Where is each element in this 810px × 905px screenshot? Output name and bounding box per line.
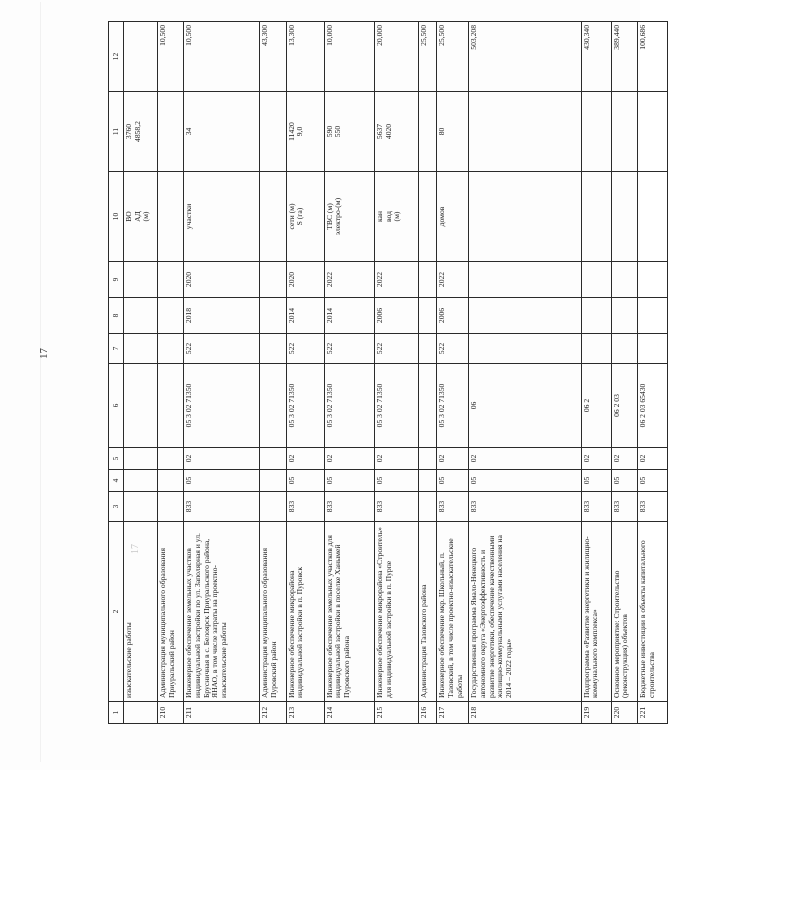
table-cell: 34 xyxy=(184,92,260,172)
table-cell: 2020 xyxy=(184,262,260,298)
table-row xyxy=(286,22,324,724)
table-row xyxy=(419,22,437,724)
table-cell xyxy=(158,262,184,298)
table-cell: 02 xyxy=(324,448,374,470)
row-name-cell: Подпрограмма «Развитие энергетики и жилищно-коммунального комплекса» xyxy=(581,522,611,702)
table-cell: 833 xyxy=(469,492,581,522)
col-header: 1 xyxy=(109,702,124,724)
table-cell: 05 xyxy=(437,470,469,492)
table-cell xyxy=(260,298,286,334)
table-row xyxy=(611,22,637,724)
row-name-cell: Инженерное обеспечение земельных участков для индивидуальной застройки в поселке Ханымей Пуровского района xyxy=(324,522,374,702)
table-row xyxy=(124,22,158,724)
page-bottom-margin xyxy=(0,770,640,905)
col-header: 7 xyxy=(109,334,124,364)
table-cell xyxy=(611,92,637,172)
table-cell xyxy=(260,364,286,448)
row-name-cell: Государственная программа Ямало-Ненецкого автономного округа «Энергоэффективность и развитие энергетики, обеспечение качественными жилищно-коммунальными услугами населения на 2014 – 2022 годы» xyxy=(469,522,581,702)
table-cell xyxy=(260,92,286,172)
row-name-cell: Инженерное обеспечение земельных участков индивидуальной застройки по ул. Заполярная и ул. Брусничная в с. Белоярск Приуральского района, ЯНАО, в том числе затраты на проектно-изыскательские работы xyxy=(184,522,260,702)
col-header: 9 xyxy=(109,262,124,298)
row-number-cell: 220 xyxy=(611,702,637,724)
table-cell xyxy=(581,262,611,298)
table-cell: 389,440 xyxy=(611,22,637,92)
table-cell: 02 xyxy=(611,448,637,470)
table-cell: 02 xyxy=(637,448,667,470)
table-container xyxy=(108,22,668,724)
table-cell: 05 xyxy=(637,470,667,492)
table-cell: 10,500 xyxy=(184,22,260,92)
table-cell: 02 xyxy=(437,448,469,470)
table-cell: 05 xyxy=(374,470,418,492)
table-cell: 06 2 xyxy=(581,364,611,448)
table-cell: 833 xyxy=(374,492,418,522)
table-row xyxy=(184,22,260,724)
row-name-cell: Инженерное обеспечение мкр. Школьный, п. Тазовский, в том числе проектно-изыскательские работы xyxy=(437,522,469,702)
table-cell: 02 xyxy=(184,448,260,470)
table-cell: 522 xyxy=(324,334,374,364)
budget-table xyxy=(108,21,668,724)
table-cell xyxy=(124,262,158,298)
table-cell xyxy=(469,92,581,172)
table-row xyxy=(260,22,286,724)
bleed-through-number: 17 xyxy=(130,544,141,554)
row-name-cell: Инженерное обеспечение микрорайона «Строитель» для индивидуальной застройки в п. Пурпе xyxy=(374,522,418,702)
table-cell xyxy=(581,172,611,262)
table-cell: 522 xyxy=(374,334,418,364)
rotated-sheet xyxy=(108,25,810,724)
table-cell: 80 xyxy=(437,92,469,172)
table-cell: 20,000 xyxy=(374,22,418,92)
table-cell xyxy=(158,448,184,470)
table-cell: 02 xyxy=(286,448,324,470)
table-cell: 5637 4020 xyxy=(374,92,418,172)
table-cell xyxy=(419,334,437,364)
table-cell: 522 xyxy=(437,334,469,364)
table-cell: 06 2 03 xyxy=(611,364,637,448)
table-cell xyxy=(124,334,158,364)
table-cell xyxy=(469,262,581,298)
table-cell: 05 xyxy=(286,470,324,492)
row-name-cell: Администрация муниципального образования Приуральский район xyxy=(158,522,184,702)
table-cell xyxy=(260,492,286,522)
table-cell xyxy=(260,262,286,298)
table-cell: 05 xyxy=(469,470,581,492)
table-cell xyxy=(124,492,158,522)
table-cell: 02 xyxy=(581,448,611,470)
table-row xyxy=(581,22,611,724)
table-cell: 10,500 xyxy=(158,22,184,92)
table-cell xyxy=(469,298,581,334)
page-number-wrap xyxy=(38,345,52,365)
table-cell xyxy=(158,492,184,522)
row-number-cell: 211 xyxy=(184,702,260,724)
table-cell: кан вод (м) xyxy=(374,172,418,262)
row-name-cell: Основное мероприятие: Строительство (реконструкция) объектов xyxy=(611,522,637,702)
row-name-cell: Администрация Тазовского района xyxy=(419,522,437,702)
table-cell xyxy=(124,298,158,334)
table-cell: 05 3 02 71350 xyxy=(437,364,469,448)
table-cell: 503,208 xyxy=(469,22,581,92)
table-cell xyxy=(611,262,637,298)
table-cell: 3760 4858,2 xyxy=(124,92,158,172)
table-cell xyxy=(637,298,667,334)
row-number-cell: 217 xyxy=(437,702,469,724)
table-cell: 833 xyxy=(637,492,667,522)
col-header: 6 xyxy=(109,364,124,448)
table-cell: 2022 xyxy=(437,262,469,298)
table-cell xyxy=(419,262,437,298)
col-header: 5 xyxy=(109,448,124,470)
table-cell: 100,686 xyxy=(637,22,667,92)
table-cell xyxy=(637,334,667,364)
table-cell xyxy=(611,334,637,364)
row-number-cell: 216 xyxy=(419,702,437,724)
table-cell: 05 3 02 71350 xyxy=(374,364,418,448)
table-cell: 2022 xyxy=(374,262,418,298)
table-cell: 833 xyxy=(581,492,611,522)
column-number-header-row xyxy=(109,22,124,724)
table-cell xyxy=(260,172,286,262)
row-name-cell: Инженерное обеспечение микрорайона индивидуальной застройки в п. Пуровск xyxy=(286,522,324,702)
row-name-cell: изыскательские работы xyxy=(124,522,158,702)
table-cell xyxy=(158,470,184,492)
table-cell xyxy=(158,364,184,448)
table-cell: 05 xyxy=(611,470,637,492)
table-cell: 25,500 xyxy=(437,22,469,92)
table-row xyxy=(158,22,184,724)
table-cell: 2006 xyxy=(374,298,418,334)
table-row xyxy=(437,22,469,724)
table-cell xyxy=(637,92,667,172)
table-row xyxy=(324,22,374,724)
table-cell xyxy=(419,92,437,172)
table-cell: 430,340 xyxy=(581,22,611,92)
table-cell xyxy=(260,448,286,470)
table-cell xyxy=(637,262,667,298)
row-number-cell: 210 xyxy=(158,702,184,724)
page-number: 17 xyxy=(38,348,50,359)
table-cell: ВО АД (м) xyxy=(124,172,158,262)
table-cell: 05 3 02 71350 xyxy=(324,364,374,448)
table-cell xyxy=(124,470,158,492)
table-cell: ТВС (м) электро-(м) xyxy=(324,172,374,262)
table-row xyxy=(637,22,667,724)
row-number-cell: 212 xyxy=(260,702,286,724)
table-cell xyxy=(124,22,158,92)
table-cell xyxy=(637,172,667,262)
table-cell: 05 3 02 71350 xyxy=(286,364,324,448)
table-row xyxy=(374,22,418,724)
table-cell: 13,300 xyxy=(286,22,324,92)
table-cell xyxy=(469,172,581,262)
table-cell: 833 xyxy=(184,492,260,522)
table-cell xyxy=(469,334,581,364)
table-cell: 05 xyxy=(184,470,260,492)
table-cell: 833 xyxy=(324,492,374,522)
row-number-cell: 214 xyxy=(324,702,374,724)
table-cell: 43,300 xyxy=(260,22,286,92)
table-row xyxy=(469,22,581,724)
table-cell: 05 3 02 71350 xyxy=(184,364,260,448)
row-name-cell: Бюджетные инвестиции в объекты капитального строительства xyxy=(637,522,667,702)
table-body xyxy=(124,22,668,724)
table-cell xyxy=(158,334,184,364)
table-cell: 06 xyxy=(469,364,581,448)
col-header: 8 xyxy=(109,298,124,334)
table-cell xyxy=(260,470,286,492)
table-cell xyxy=(419,298,437,334)
table-cell xyxy=(124,364,158,448)
table-cell: 05 xyxy=(324,470,374,492)
table-cell: 2022 xyxy=(324,262,374,298)
scan-fold-line xyxy=(40,2,41,762)
table-cell: 833 xyxy=(437,492,469,522)
table-cell: 590 550 xyxy=(324,92,374,172)
row-name-cell: Администрация муниципального образования Пуровский район xyxy=(260,522,286,702)
table-cell: 06 2 03 65430 xyxy=(637,364,667,448)
table-cell: 2006 xyxy=(437,298,469,334)
table-cell: участки xyxy=(184,172,260,262)
col-header: 4 xyxy=(109,470,124,492)
table-cell xyxy=(419,172,437,262)
table-cell: 833 xyxy=(286,492,324,522)
table-cell: 833 xyxy=(611,492,637,522)
row-number-cell: 221 xyxy=(637,702,667,724)
table-cell: сети (м) S (га) xyxy=(286,172,324,262)
table-cell: 2020 xyxy=(286,262,324,298)
table-cell xyxy=(158,298,184,334)
table-cell xyxy=(158,92,184,172)
table-cell: 2014 xyxy=(324,298,374,334)
table-cell: 25,500 xyxy=(419,22,437,92)
table-cell xyxy=(158,172,184,262)
col-header: 10 xyxy=(109,172,124,262)
table-cell xyxy=(419,492,437,522)
row-number-cell: 215 xyxy=(374,702,418,724)
col-header: 3 xyxy=(109,492,124,522)
table-cell xyxy=(581,334,611,364)
table-cell: домов xyxy=(437,172,469,262)
table-cell xyxy=(581,298,611,334)
table-cell xyxy=(419,470,437,492)
table-cell: 11420 9,0 xyxy=(286,92,324,172)
col-header: 2 xyxy=(109,522,124,702)
table-cell xyxy=(581,92,611,172)
row-number-cell: 219 xyxy=(581,702,611,724)
table-cell xyxy=(611,172,637,262)
row-number-cell: 218 xyxy=(469,702,581,724)
row-number-cell xyxy=(124,702,158,724)
table-cell: 2018 xyxy=(184,298,260,334)
table-cell: 02 xyxy=(469,448,581,470)
table-cell: 05 xyxy=(581,470,611,492)
table-cell xyxy=(260,334,286,364)
table-cell xyxy=(419,364,437,448)
table-cell xyxy=(611,298,637,334)
row-number-cell: 213 xyxy=(286,702,324,724)
col-header: 11 xyxy=(109,92,124,172)
table-cell xyxy=(124,448,158,470)
table-cell: 02 xyxy=(374,448,418,470)
col-header: 12 xyxy=(109,22,124,92)
table-cell: 10,000 xyxy=(324,22,374,92)
table-cell: 522 xyxy=(184,334,260,364)
table-cell: 2014 xyxy=(286,298,324,334)
table-cell: 522 xyxy=(286,334,324,364)
table-cell xyxy=(419,448,437,470)
